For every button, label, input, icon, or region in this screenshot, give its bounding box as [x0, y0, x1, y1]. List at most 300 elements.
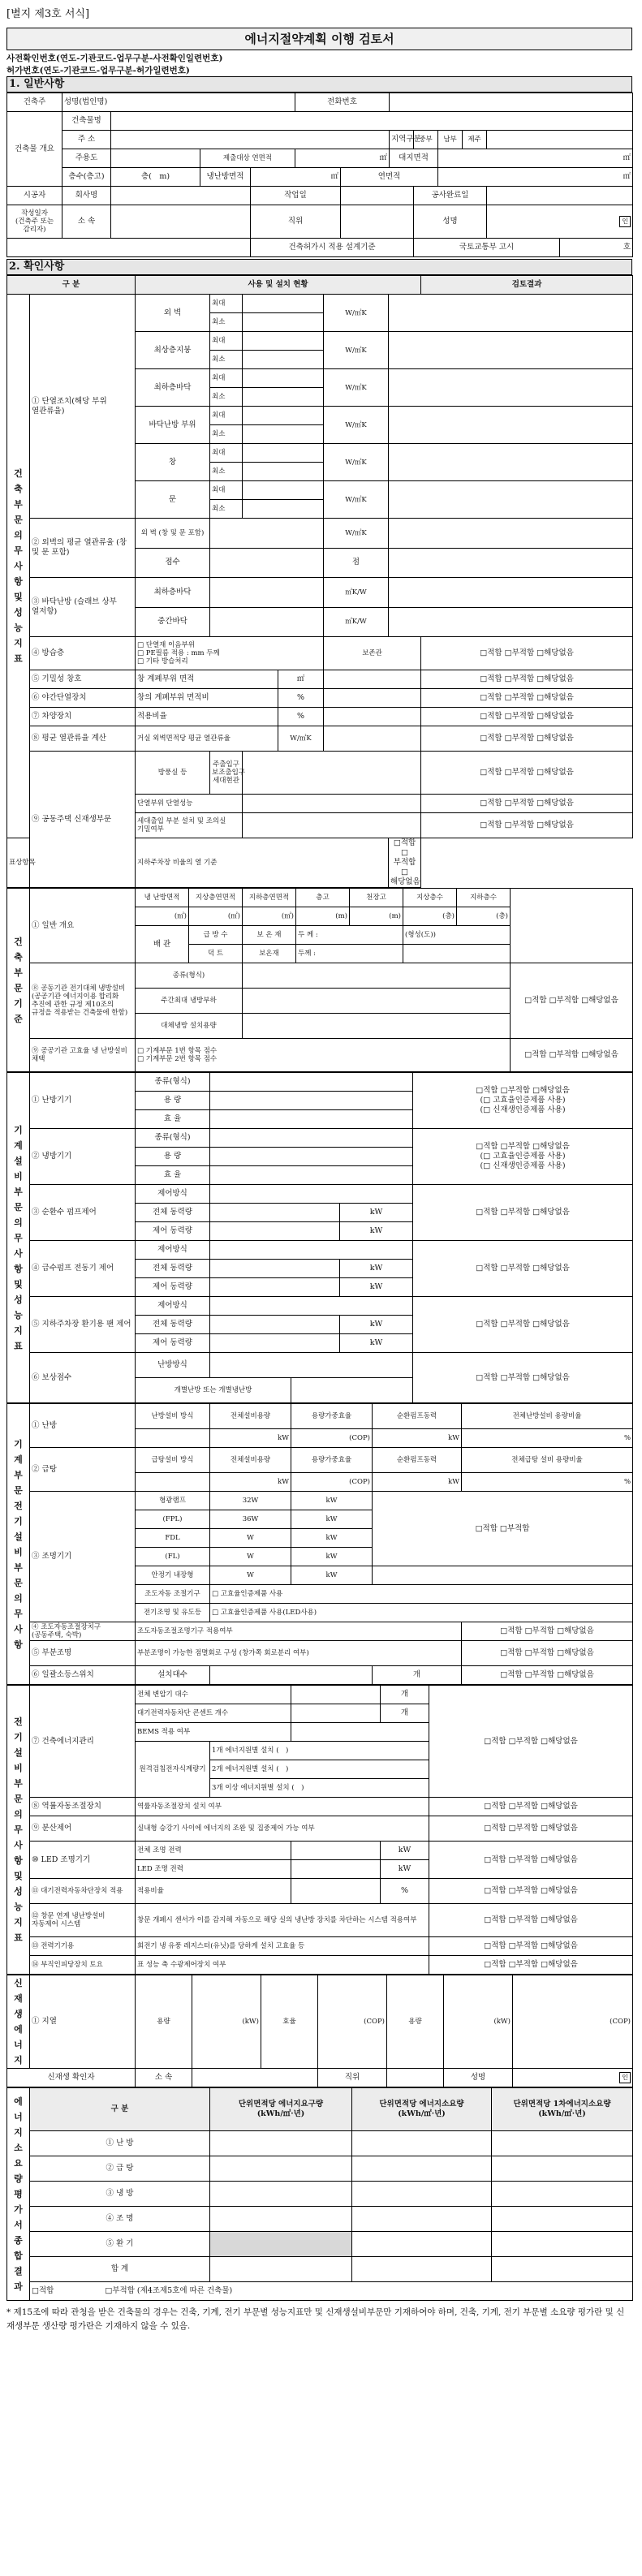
alt-cooling-item: ⑧ 공동기관 전기대체 냉방설비 (공공기관 에너지이용 합리화 추진에 관한 규정 제10조의 규정을 적용받는 건축물에 한함)	[30, 963, 136, 1039]
renew-table	[6, 1975, 633, 2087]
vapor-option-2[interactable]: □ PE필름 적용 : mm 두께	[137, 649, 220, 657]
main-use-field[interactable]	[111, 149, 200, 168]
vapor-option-1[interactable]: □ 단열재 이음부위	[137, 641, 195, 649]
overview-col-3: 층고	[296, 889, 350, 907]
led-total-label: 전체 조명 전력	[136, 1842, 291, 1860]
arch-side-label: 건 축 부 문 의 무 사 항 및 성 능 지 표	[7, 295, 30, 838]
overview-col-4: 천장고	[350, 889, 403, 907]
entry-airtight-review[interactable]: □적합 □부적합 □해당없음	[421, 813, 633, 838]
energy-result-pass[interactable]: □적합	[32, 2286, 54, 2295]
start-label: 작업일	[251, 187, 341, 205]
led-power-label: LED 조명 전력	[136, 1860, 291, 1879]
high-eff-options	[136, 1039, 511, 1072]
owner-label: 건축주	[7, 93, 62, 112]
floor-min: 최소	[210, 388, 243, 407]
energy-col-2	[352, 2088, 492, 2131]
night-insul-label: 창의 계폐부위 면적비	[136, 689, 278, 708]
shade-label: 적용비율	[136, 708, 278, 726]
mech-table	[6, 1072, 633, 1403]
mech-overview-item: ① 일반 개요	[30, 889, 136, 963]
energy-col-3-title: 단위면적당 1차에너지소요량	[513, 2100, 611, 2109]
wall-label: 외 벽	[136, 295, 210, 332]
building-name-label: 건축물명	[62, 112, 111, 131]
shade-review[interactable]: □적합 □부적합 □해당없음	[421, 708, 633, 726]
insulation-item: ① 단열조치(해당 부위 열관류율)	[30, 295, 136, 519]
building-name-field[interactable]	[111, 112, 633, 131]
duct-label: 덕 트	[189, 945, 243, 963]
confirmer-name-label: 성명	[444, 2069, 513, 2087]
company-field[interactable]	[111, 187, 251, 205]
mech-general-side: 건 축 부 문 기 준	[7, 889, 30, 1072]
night-insul-review[interactable]: □적합 □부적합 □해당없음	[421, 689, 633, 708]
writer-affil-label: 소 속	[62, 205, 111, 239]
lamp-type-0: 형광램프	[136, 1492, 210, 1510]
airtight-review[interactable]: □적합 □부적합 □해당없음	[421, 670, 633, 689]
energy-col-2-unit: (kWh/㎡·년)	[398, 2109, 446, 2118]
meter-option-2[interactable]: 2개 에너지원별 설치 ( )	[210, 1760, 429, 1779]
lamp-type-5: 조도자동 조절기구	[136, 1585, 210, 1604]
heating-system-item: ① 난방	[30, 1404, 136, 1448]
overview-unit-3: (m)	[296, 907, 350, 926]
window-link-review[interactable]: □적합 □부적합 □해당없음	[429, 1904, 633, 1937]
phone-label: 전화번호	[295, 93, 390, 112]
bems-label: BEMS 적용 여부	[136, 1723, 291, 1742]
window-unit: W/㎡K	[324, 444, 389, 481]
hotwater-system-item: ② 급탕	[30, 1448, 136, 1492]
cooling-renewable[interactable]: (□ 신재생인증제품 사용)	[480, 1161, 566, 1170]
slab-bottom-label: 최하층바닥	[136, 578, 210, 608]
cooling-item: ② 냉방기기	[30, 1129, 136, 1185]
hw-col-0: 급탕설비 방식	[136, 1448, 210, 1473]
parking-ctrl-power-label: 제어 동력량	[136, 1334, 210, 1353]
energy-row-ventilation: ⑤ 환 기	[30, 2232, 210, 2257]
form-reference: [별지 제3호 서식]	[6, 8, 90, 20]
writer-affil-field[interactable]	[111, 205, 251, 239]
water-supply-label: 급 방 수	[189, 926, 243, 945]
guide-light-led[interactable]: □ 고효율인증제품 사용(LED사용)	[210, 1604, 633, 1622]
master-switch-count-label: 설치대수	[136, 1666, 210, 1685]
floor-heat-unit: W/㎡K	[324, 407, 389, 444]
distributed-review[interactable]: □적합 □부적합 □해당없음	[429, 1816, 633, 1842]
wall-avg-score-label: 점수	[136, 548, 210, 578]
vapor-extra: 보존관	[324, 637, 421, 670]
roof-unit: W/㎡K	[324, 332, 389, 369]
heat-cap-unit: kW	[210, 1429, 291, 1448]
equip-side-label: 기 계 부 문 전 기 설 비 부 문 의 무 사 항	[7, 1404, 30, 1685]
master-switch-review[interactable]: □적합 □부적합 □해당없음	[462, 1666, 633, 1685]
section-confirm-title: 2. 확인사항	[6, 259, 632, 275]
energy-col-3	[492, 2088, 633, 2131]
lamp-kw-2: kW	[291, 1529, 373, 1548]
meter-option-1[interactable]: 1개 에너지원별 설치 ( )	[210, 1742, 429, 1760]
transformer-unit: 개	[381, 1686, 429, 1704]
total-area-label: 연면적	[341, 168, 438, 187]
overview-unit-2: (㎡)	[243, 907, 296, 926]
writer-label: 작성일자 (건축주 또는 감리자)	[7, 205, 62, 239]
site-area-unit: ㎡	[438, 149, 633, 168]
lamp-w-4: W	[210, 1566, 291, 1585]
heat-col-3: 순환펌프동력	[373, 1404, 462, 1429]
avg-u-review[interactable]: □적합 □부적합 □해당없음	[421, 726, 633, 752]
heating-review-opts[interactable]: □적합 □부적합 □해당없음	[476, 1086, 570, 1095]
general-table	[6, 93, 633, 257]
heat-col-0: 난방설비 방식	[136, 1404, 210, 1429]
insul-perf-label: 단열부위 단열성능	[136, 795, 243, 813]
overview-unit-5: (층)	[403, 907, 457, 926]
parking-control-label: 제어방식	[136, 1297, 210, 1316]
cooling-review	[413, 1129, 633, 1185]
light-sensor-label: 표 성능 축 수광제어장치 여부	[136, 1956, 429, 1975]
standby-cut-review[interactable]: □적합 □부적합 □해당없음	[429, 1879, 633, 1904]
site-area-label: 대지면적	[390, 149, 438, 168]
wall-max: 최대	[210, 295, 243, 313]
heat-col-2: 용량가중효율	[291, 1404, 373, 1429]
lighting-review[interactable]: □적합 □부적합	[373, 1492, 633, 1566]
cooling-type-label: 종류(형식)	[136, 1129, 210, 1148]
heat-pump-unit: kW	[373, 1429, 462, 1448]
distributed-label: 실내형 승강기 사이에 에너지의 조완 및 집중제어 가능 여부	[136, 1816, 429, 1842]
supply-ctrl-power-unit: kW	[340, 1278, 413, 1297]
wall-unit: W/㎡K	[324, 295, 389, 332]
hw-col-4: 전체급탕 설비 용량비율	[462, 1448, 633, 1473]
power-device-item: ⑬ 전력기기용	[30, 1937, 136, 1956]
pump-item: ③ 순환수 펌프제어	[30, 1185, 136, 1241]
master-switch-item: ⑥ 일괄소등스위치	[30, 1666, 136, 1685]
slab-item: ③ 바닥난방 (슬래브 상부 열저항)	[30, 578, 136, 637]
pipe-thickness-label: 두 께 :	[296, 926, 403, 945]
floor-max: 최대	[210, 369, 243, 388]
equip-table	[6, 1403, 633, 1685]
roof-max: 최대	[210, 332, 243, 351]
pump-ctrl-power-label: 제어 동력량	[136, 1222, 210, 1241]
lighting-high-eff[interactable]: □ 고효율인증제품 사용	[210, 1585, 633, 1604]
heating-eff-label: 효 율	[136, 1110, 210, 1129]
parking-ctrl-power-unit: kW	[340, 1334, 413, 1353]
pipe-label: 배 관	[136, 926, 189, 963]
slab-mid-unit: ㎡K/W	[324, 607, 389, 637]
insul-material-label: 보 온 재	[243, 926, 296, 945]
roof-label: 최상층지붕	[136, 332, 210, 369]
standby-cut-item: ⑪ 대기전력자동차단장치 적용	[30, 1879, 136, 1904]
led-total-unit: kW	[381, 1842, 429, 1860]
geothermal-item: ① 지열	[30, 1975, 136, 2069]
energy-row-cooling: ③ 냉 방	[30, 2182, 210, 2207]
floor-heat-min: 최소	[210, 425, 243, 444]
energy-col-1	[210, 2088, 352, 2131]
form-title: 에너지절약계획 이행 검토서	[6, 28, 632, 50]
company-label: 회사명	[62, 187, 111, 205]
submit-area-label: 제출대상 연면적	[200, 149, 295, 168]
cooling-eff-label: 효 율	[136, 1166, 210, 1185]
pump-ctrl-power-unit: kW	[340, 1222, 413, 1241]
pump-control-label: 제어방식	[136, 1185, 210, 1204]
phone-field[interactable]	[390, 93, 633, 112]
energy-side-label: 에 너 지 소 요 량 평 가 서 종 합 결 과	[7, 2088, 30, 2301]
submit-area-unit: ㎡	[295, 149, 390, 168]
roof-min: 최소	[210, 351, 243, 369]
window-min: 최소	[210, 463, 243, 481]
pipe-form-label: (형성(도))	[403, 926, 511, 945]
energy-row-total: 합 계	[30, 2257, 210, 2282]
lamp-w-1: 36W	[210, 1510, 291, 1529]
parking-fan-review[interactable]: □적합 □부적합 □해당없음	[413, 1297, 633, 1353]
confirmer-seal-icon: 인	[619, 2072, 631, 2083]
parking-motor-unit: kW	[340, 1316, 413, 1334]
floor-heat-label: 바닥난방 부위	[136, 407, 210, 444]
hvac-area-label: 냉난방면적	[200, 168, 251, 187]
alt-cooling-peak: 주간최대 냉방부하	[136, 989, 243, 1014]
pump-review[interactable]: □적합 □부적합 □해당없음	[413, 1185, 633, 1241]
geo-cap-label-1: 용량	[136, 1975, 192, 2069]
hw-col-3: 순환펌프동력	[373, 1448, 462, 1473]
lamp-kw-1: kW	[291, 1510, 373, 1529]
hw-cop-unit: (COP)	[291, 1473, 373, 1492]
footnote: * 제15조에 따라 관청을 받은 건축물의 경우는 건축, 기계, 전기 부문별 성능지표만 및 신재생설비부문만 기재하여야 하며, 건축, 기계, 전기 부문별 소요량 평가란 및 신재생부문 생산량 평가란은 기재하지 않을 수 있음.	[6, 2307, 625, 2331]
geo-cap-label-2: 용량	[387, 1975, 444, 2069]
cooling-review-opts[interactable]: □적합 □부적합 □해당없음	[476, 1142, 570, 1151]
confirmer-seal[interactable]	[513, 2069, 633, 2087]
energy-result	[30, 2282, 633, 2301]
avg-u-label: 거실 외벽면적당 평균 열관류율	[136, 726, 278, 752]
pump-motor-label: 전체 동력량	[136, 1204, 210, 1222]
transformer-label: 전체 변압기 대수	[136, 1686, 291, 1704]
overview-col-2: 지하층연면적	[243, 889, 296, 907]
avg-u-item: ⑧ 평균 열관류율 계산	[30, 726, 136, 752]
design-criteria-label: 건축허가시 적용 설계기준	[251, 239, 414, 257]
col-category: 구 분	[7, 276, 136, 295]
seal-icon: 인	[619, 216, 631, 227]
meter-label: 원격검침전자식계량기	[136, 1742, 210, 1798]
overview-col-6: 지하층수	[457, 889, 511, 907]
hw-ratio-unit: %	[462, 1473, 633, 1492]
high-eff-item: ⑨ 공공기관 고효율 냉 난방설비 채택	[30, 1039, 136, 1072]
overview-col-5: 지상층수	[403, 889, 457, 907]
heat-col-4: 전체난방설비 용량비율	[462, 1404, 633, 1429]
notice-number-unit: 호	[560, 239, 633, 257]
elec-side-label: 전 기 설 비 부 문 의 무 사 항 및 성 능 지 표	[7, 1686, 30, 1975]
confirmer-position-label: 직위	[318, 2069, 387, 2087]
confirmer-label: 신재생 확인자	[7, 2069, 136, 2087]
airtight-unit: ㎡	[278, 670, 324, 689]
apartment-item: ⑨ 공동주택 신재생부문	[30, 752, 136, 888]
heat-cop-unit: (COP)	[291, 1429, 373, 1448]
section-general-title: 1. 일반사항	[6, 76, 632, 93]
door-unit: W/㎡K	[324, 481, 389, 519]
supply-motor-unit: kW	[340, 1260, 413, 1278]
heating-type-label: 종류(형식)	[136, 1073, 210, 1092]
guide-light-label: 전기조명 및 유도등	[136, 1604, 210, 1622]
dimmer-review[interactable]: □적합 □부적합 □해당없음	[462, 1622, 633, 1641]
vapor-option-3[interactable]: □ 기타 방습처리	[137, 657, 188, 666]
dimmer-label: 조도자동조절조명기구 적용여부	[136, 1622, 462, 1641]
registration-line-1: 사전확인번호(연도-기관코드-업무구분-사전확인일련번호)	[6, 54, 223, 63]
duct-insul-label: 보온재	[243, 945, 296, 963]
airtight-label: 창 계폐부위 면적	[136, 670, 278, 689]
district-south[interactable]: 남부	[438, 131, 463, 149]
master-switch-unit: 개	[373, 1666, 462, 1685]
geo-eff-label-1: 효율	[261, 1975, 318, 2069]
vapor-options	[136, 637, 324, 670]
geo-cop-unit-2: (COP)	[513, 1975, 633, 2069]
partial-light-item: ⑤ 부분조명	[30, 1641, 136, 1666]
light-sensor-item: ⑭ 부직인피당장치 토요	[30, 1956, 136, 1975]
heating-cap-label: 용 량	[136, 1092, 210, 1110]
energy-table	[6, 2087, 633, 2301]
high-eff-review[interactable]: □적합 □부적합 □해당없음	[511, 1039, 633, 1072]
overview-label: 건축물 개요	[7, 112, 62, 187]
power-device-label: 회전기 냉 유풍 레지스터(유닛)를 당하게 설치 고효율 등	[136, 1937, 429, 1956]
dimmer-item: ④ 조도자동조절장치구 (공동주택, 숙박)	[30, 1622, 136, 1641]
start-field[interactable]	[341, 187, 414, 205]
led-item: ⑩ LED 조명기기	[30, 1842, 136, 1879]
energy-col-2-title: 단위면적당 에너지소요량	[379, 2100, 464, 2109]
district-jeju[interactable]: 제주	[463, 131, 487, 149]
heat-col-1: 전체설비용량	[210, 1404, 291, 1429]
heating-high-eff[interactable]: (□ 고효율인증제품 사용)	[480, 1096, 566, 1105]
door-max: 최대	[210, 481, 243, 500]
insul-perf-review[interactable]: □적합 □부적합 □해당없음	[421, 795, 633, 813]
windbreak-review[interactable]: □적합 □부적합 □해당없음	[421, 752, 633, 795]
writer-name-label: 성명	[414, 205, 487, 239]
score-item-label: 표상항목	[7, 838, 30, 888]
geo-cap-unit-2: (kW)	[444, 1975, 513, 2069]
window-label: 창	[136, 444, 210, 481]
alt-cooling-capacity: 대체냉방 설치용량	[136, 1014, 243, 1039]
window-link-label: 창문 개폐시 센서가 이를 감지해 자동으로 해당 실의 냉난방 장치를 차단하는 시스템 적용여부	[136, 1904, 429, 1937]
form-frame	[6, 28, 632, 2333]
wall-avg-unit: W/㎡K	[324, 519, 389, 549]
high-eff-option-2[interactable]: □ 기계부문 2번 항목 점수	[137, 1055, 218, 1063]
vapor-review[interactable]: □적합 □부적합 □해당없음	[421, 637, 633, 670]
col-review: 검토결과	[421, 276, 633, 295]
heating-item: ① 난방기기	[30, 1073, 136, 1129]
light-sensor-review[interactable]: □적합 □부적합 □해당없음	[429, 1956, 633, 1975]
wall-min: 최소	[210, 313, 243, 332]
compens-method-label: 난방방식	[136, 1353, 210, 1378]
alt-cooling-type: 종류(형식)	[136, 963, 243, 989]
confirmer-affil-field[interactable]	[192, 2069, 318, 2087]
lamp-type-3: (FL)	[136, 1548, 210, 1566]
overview-col-1: 지상층연면적	[189, 889, 243, 907]
supply-control-label: 제어방식	[136, 1241, 210, 1260]
windbreak-label: 방풍실 등	[136, 752, 210, 795]
district-label: 지역구분	[390, 131, 414, 149]
contractor-label: 시공자	[7, 187, 62, 205]
address-field[interactable]	[111, 131, 390, 149]
supply-ctrl-power-label: 제어 동력량	[136, 1278, 210, 1297]
writer-position-label: 직위	[251, 205, 341, 239]
meter-option-3[interactable]: 3개 이상 에너지원별 설치 ( )	[210, 1779, 429, 1798]
parking-motor-label: 전체 동력량	[136, 1316, 210, 1334]
lamp-type-1: (FPL)	[136, 1510, 210, 1529]
arch-table	[6, 275, 633, 888]
hw-col-1: 전체설비용량	[210, 1448, 291, 1473]
address-label: 주 소	[62, 131, 111, 149]
floors-unit: 층( m)	[111, 168, 200, 187]
slab-bottom-unit: ㎡K/W	[324, 578, 389, 608]
lighting-item: ③ 조명기기	[30, 1492, 136, 1622]
energy-result-fail[interactable]: □부적합 (제4조제5호에 따른 건축물)	[105, 2286, 233, 2295]
entry-airtight-label: 세대출입 부분 설치 및 조의실 기밀여부	[136, 813, 243, 838]
mech-side-label: 기 계 설 비 부 문 의 무 사 항 및 성 능 지 표	[7, 1073, 30, 1403]
parking-fan-item: ⑤ 지하주차장 환기용 팬 제어	[30, 1297, 136, 1353]
night-insul-item: ⑥ 야간단열장치	[30, 689, 136, 708]
windbreak-entrances: 주출입구 보조출입구 세대현관	[210, 752, 243, 795]
distributed-item: ⑨ 분산제어	[30, 1816, 136, 1842]
supply-pump-review[interactable]: □적합 □부적합 □해당없음	[413, 1241, 633, 1297]
compens-review[interactable]: □적합 □부적합 □해당없음	[413, 1353, 633, 1403]
confirmer-position-field[interactable]	[387, 2069, 444, 2087]
heating-renewable[interactable]: (□ 신재생인증제품 사용)	[480, 1105, 566, 1114]
hw-cap-unit: kW	[210, 1473, 291, 1492]
wall-avg-score-unit: 점	[324, 548, 389, 578]
partial-light-label: 부분조명이 가능한 점멸회로 구성 (창가쪽 회로분리 여부)	[136, 1641, 462, 1666]
criteria-label-empty	[7, 239, 251, 257]
total-area-unit: ㎡	[438, 168, 633, 187]
power-factor-item: ⑧ 역률자동조절장치	[30, 1798, 136, 1816]
slab-mid-label: 중간바닥	[136, 607, 210, 637]
overview-unit-6: (층)	[457, 907, 511, 926]
lamp-kw-3: kW	[291, 1548, 373, 1566]
bldg-energy-review[interactable]: □적합 □부적합 □해당없음	[429, 1686, 633, 1798]
lamp-w-2: W	[210, 1529, 291, 1548]
alt-cooling-review[interactable]: □적합 □부적합 □해당없음	[511, 963, 633, 1039]
cooling-high-eff[interactable]: (□ 고효율인증제품 사용)	[480, 1152, 566, 1161]
power-factor-label: 역률자동조절장치 설치 여부	[136, 1798, 429, 1816]
col-design: 사용 및 설치 현황	[136, 276, 421, 295]
window-link-item: ⑫ 창문 연계 냉난방설비 자동제어 시스템	[30, 1904, 136, 1937]
high-eff-option-1[interactable]: □ 기계부문 1번 항목 점수	[137, 1047, 218, 1055]
energy-col-1-unit: (kWh/㎡·년)	[256, 2109, 305, 2118]
moltm-notice-label: 국토교통부 고시	[414, 239, 560, 257]
vapor-item: ④ 방습층	[30, 637, 136, 670]
power-device-review[interactable]: □적합 □부적합 □해당없음	[429, 1937, 633, 1956]
completion-label: 공사완료일	[414, 187, 487, 205]
overview-unit-0: (㎡)	[136, 907, 189, 926]
mech-general-table	[6, 888, 633, 1072]
partial-light-review[interactable]: □적합 □부적합 □해당없음	[462, 1641, 633, 1666]
district-mid[interactable]: 중부	[414, 131, 438, 149]
bldg-energy-item: ⑦ 건축에너지관리	[30, 1686, 136, 1798]
power-factor-review[interactable]: □적합 □부적합 □해당없음	[429, 1798, 633, 1816]
renew-side-label: 신 재 생 에 너 지	[7, 1975, 30, 2069]
completion-field[interactable]	[487, 187, 633, 205]
compens-item: ⑥ 보상점수	[30, 1353, 136, 1403]
airtight-item: ⑤ 기밀성 창호	[30, 670, 136, 689]
window-max: 최대	[210, 444, 243, 463]
score-item-value: 지하주차장 비율의 열 기준	[136, 838, 389, 888]
overview-unit-1: (㎡)	[189, 907, 243, 926]
standby-cut-unit: %	[381, 1879, 429, 1904]
lamp-kw-0: kW	[291, 1492, 373, 1510]
writer-seal[interactable]	[487, 205, 633, 239]
lamp-w-3: W	[210, 1548, 291, 1566]
floor-label: 최하층바닥	[136, 369, 210, 407]
standby-outlet-label: 대기전력자동차단 콘센트 개수	[136, 1704, 291, 1723]
energy-row-hotwater: ② 급 탕	[30, 2156, 210, 2182]
standby-cut-label: 적용비율	[136, 1879, 291, 1904]
led-review[interactable]: □적합 □부적합 □해당없음	[429, 1842, 633, 1879]
score-item-review[interactable]: □적합 □부적합 □해당없음	[389, 838, 421, 888]
duct-thickness-label: 두께 :	[296, 945, 403, 963]
wall-avg-label: 외 벽 (창 및 문 포함)	[136, 519, 210, 549]
lamp-kw-4: kW	[291, 1566, 373, 1585]
hw-col-2: 용량가중효율	[291, 1448, 373, 1473]
confirmer-affil-label: 소 속	[136, 2069, 192, 2087]
hvac-area-unit: ㎡	[251, 168, 341, 187]
floor-unit: W/㎡K	[324, 369, 389, 407]
writer-position-field[interactable]	[341, 205, 414, 239]
